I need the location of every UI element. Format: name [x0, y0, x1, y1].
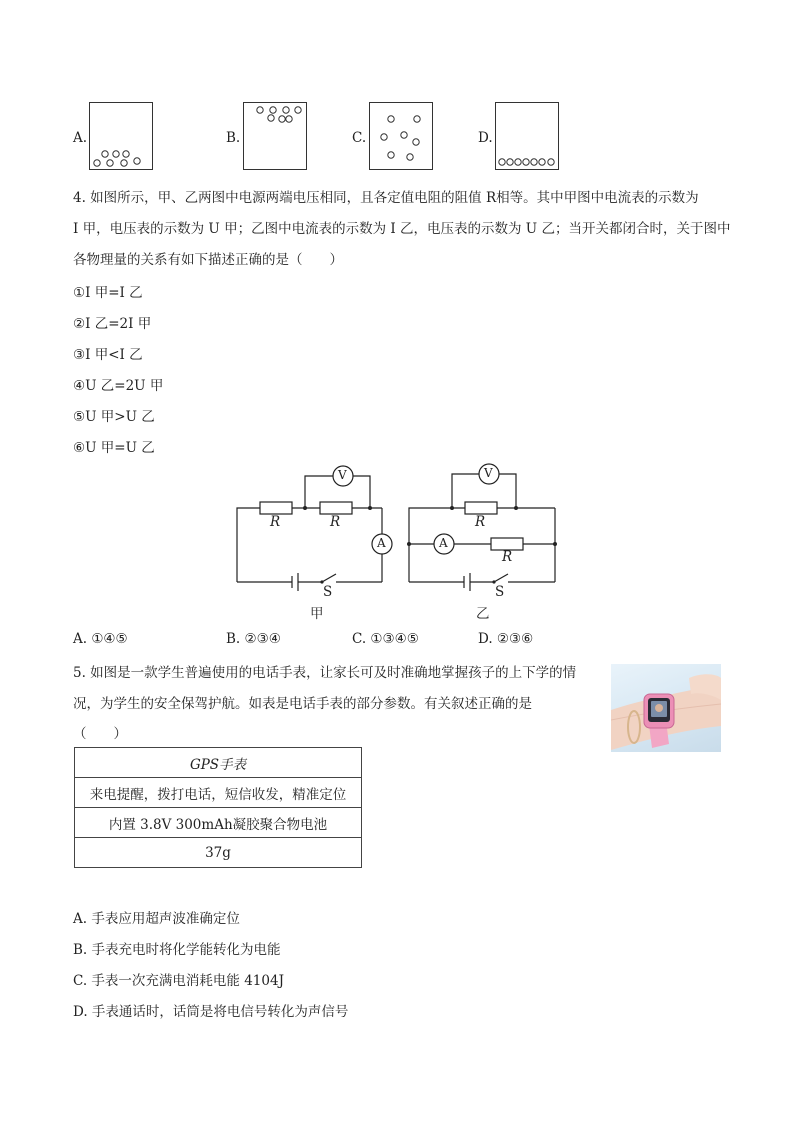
q3-option-a-label: A. [73, 130, 88, 146]
q4-statement-2: ②I 乙=2I 甲 [73, 316, 152, 332]
table-cell-functions: 来电提醒，拨打电话，短信收发，精准定位 [75, 778, 362, 808]
yi-voltmeter-label: V [484, 466, 493, 480]
q4-statement-1: ①I 甲=I 乙 [73, 285, 143, 301]
q3-option-c-label: C. [352, 130, 367, 146]
q5-stem-line3: （ ） [73, 726, 127, 742]
jia-voltmeter-label: V [338, 468, 347, 482]
q4-statement-6: ⑥U 甲=U 乙 [73, 440, 155, 456]
jia-ammeter-label: A [377, 536, 386, 550]
table-row [75, 838, 362, 868]
q4-statement-5: ⑤U 甲>U 乙 [73, 409, 155, 425]
q4-statement-3: ③I 甲<I 乙 [73, 347, 143, 363]
table-cell-battery: 内置 3.8V 300mAh凝胶聚合物电池 [75, 808, 362, 838]
q4-stem-line1: 4. 如图所示，甲、乙两图中电源两端电压相同，且各定值电阻的阻值 R相等。其中甲图中电流表的示数为 [73, 190, 699, 206]
yi-ammeter-label: A [439, 536, 448, 550]
q4-option-d: D. ②③⑥ [478, 631, 534, 647]
phone-watch-photo [611, 664, 721, 752]
table-row [75, 778, 362, 808]
watch-parameter-table [74, 747, 362, 868]
jia-resistor-label-2: R [330, 514, 341, 530]
q4-stem-line2: I 甲，电压表的示数为 U 甲；乙图中电流表的示数为 I 乙，电压表的示数为 U 乙；当开关都闭合时，关于图中 [73, 221, 731, 237]
yi-resistor-label-2: R [502, 549, 513, 565]
q5-option-b: B. 手表充电时将化学能转化为电能 [73, 942, 281, 958]
q4-option-b: B. ②③④ [226, 631, 281, 647]
yi-switch-label: S [495, 584, 505, 600]
table-cell-product: GPS手表 [75, 748, 362, 778]
jia-switch-label: S [323, 584, 333, 600]
q5-stem-line1: 5. 如图是一款学生普遍使用的电话手表，让家长可及时准确地掌握孩子的上下学的情 [73, 665, 577, 681]
table-row [75, 748, 362, 778]
table-cell-mass: 37g [75, 838, 362, 868]
q5-option-d: D. 手表通话时，话筒是将电信号转化为声信号 [73, 1004, 349, 1020]
yi-caption: 乙 [476, 606, 490, 622]
q3-option-d-label: D. [478, 130, 493, 146]
q4-option-a: A. ①④⑤ [73, 631, 128, 647]
jia-resistor-label-1: R [270, 514, 281, 530]
yi-resistor-label-1: R [475, 514, 486, 530]
q5-option-a: A. 手表应用超声波准确定位 [73, 911, 240, 927]
q4-statement-4: ④U 乙=2U 甲 [73, 378, 164, 394]
q3-option-b-label: B. [226, 130, 241, 146]
q4-option-c: C. ①③④⑤ [352, 631, 419, 647]
table-row [75, 808, 362, 838]
q4-stem-line3: 各物理量的关系有如下描述正确的是（ ） [73, 252, 343, 268]
jia-caption: 甲 [310, 606, 324, 622]
q5-stem-line2: 况，为学生的安全保驾护航。如表是电话手表的部分参数。有关叙述正确的是 [73, 696, 532, 712]
q5-option-c: C. 手表一次充满电消耗电能 4104J [73, 973, 284, 989]
